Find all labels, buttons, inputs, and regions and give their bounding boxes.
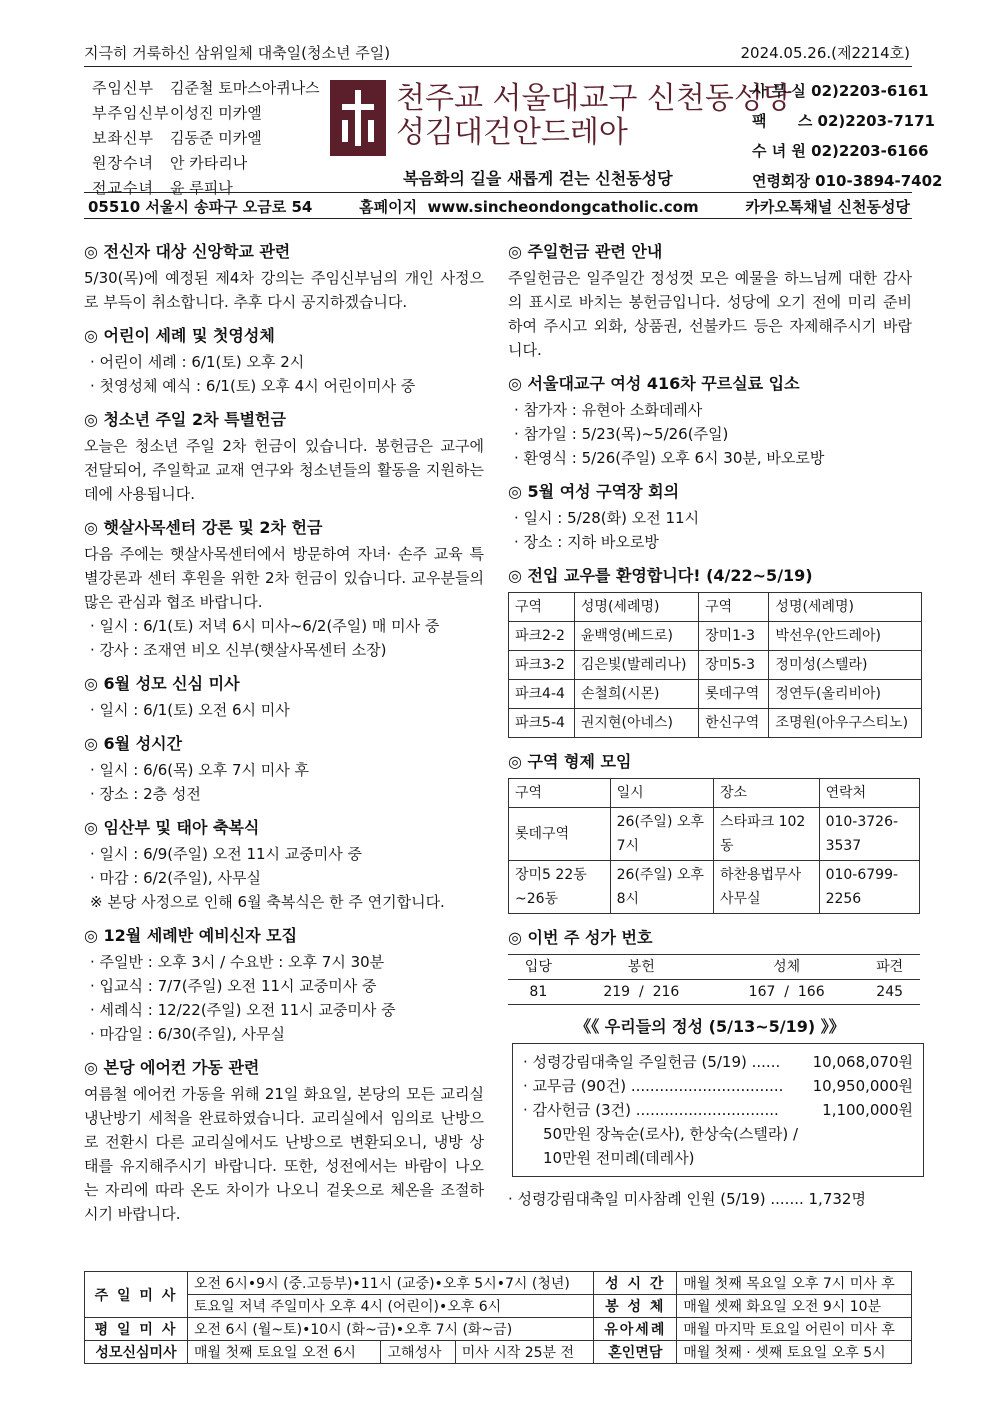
table-header-row: 입당 봉헌 성체 파견 [508, 955, 920, 980]
notice-title: ◎ 구역 형제 모임 [508, 752, 632, 771]
table-row: 파크4-4 손철희(시몬) 롯데구역 정연두(올리비아) [509, 680, 922, 709]
notice [508, 564, 912, 738]
notice-title: ◎ 본당 에어컨 가동 관련 [84, 1058, 260, 1077]
notice: ◎ 본당 에어컨 가동 관련 여름철 에어컨 가동을 위해 21일 화요일, 본당의 모든 교리실 냉난방기 세척을 완료하였습니다. 교리실에서 임의로 난방으로 전환시 다른 교리실에서도 난방으로 변환되오니, 냉방 상태를 유지해주시기 바랍니다. 또한, 성전에서는 바람이 나오는 자리에 따라 온도 차이가 나오니 겉옷으로 체온을 조절하시기 바랍니다. [84, 1058, 484, 1223]
table-row: 파크5-4 권지현(아네스) 한신구역 조명원(아우구스티노) [509, 709, 922, 738]
notice: ◎ 임산부 및 태아 축복식 · 일시 : 6/9(주일) 오전 11시 교중미사 중 · 마감 : 6/2(주일), 사무실 ※ 본당 사정으로 인해 6월 축복식은 한 주 연기합니다. [84, 816, 484, 914]
notice: ◎ 6월 성모 신심 미사 · 일시 : 6/1(토) 오전 6시 미사 [84, 672, 484, 722]
attendance: · 성령강림대축일 미사참례 인원 (5/19) ....... 1,732명 [508, 1190, 866, 1208]
notice-title: ◎ 청소년 주일 2차 특별헌금 [84, 410, 286, 429]
notice-text: 5/30(목)에 예정된 제4차 강의는 주임신부님의 개인 사정으로 부득이 취소합니다. 추후 다시 공지하겠습니다. [84, 269, 484, 311]
table-row: 토요일 저녁 주일미사 오후 4시 (어린이)•오후 6시 봉 성 체 매월 셋째 화요일 오전 9시 10분 [85, 1295, 912, 1318]
notice: ◎ 12월 세례반 예비신자 모집 · 주일반 : 오후 3시 / 수요반 : 오후 7시 30분 · 입교식 : 7/7(주일) 오전 11시 교중미사 중 · 세례식 : 12/22(주일) 오전 11시 교중미사 중 · 마감일 : 6/30(주일), 사무실 [84, 924, 484, 1046]
mass-schedule [84, 1271, 912, 1364]
notice-title: ◎ 전입 교우를 환영합니다! (4/22~5/19) [508, 566, 813, 585]
table-row: 평 일 미 사 오전 6시 (월~토)•10시 (화~금)•오후 7시 (화~금) 유아세례 매월 마지막 토요일 어린이 미사 후 [85, 1318, 912, 1341]
notice-title: ◎ 12월 세례반 예비신자 모집 [84, 926, 298, 945]
issue-line [84, 42, 910, 63]
divider [84, 66, 912, 67]
offering-title: 《《 우리들의 정성 (5/13~5/19) 》》 [575, 1017, 845, 1036]
parish-name: 천주교 서울대교구 신천동성당 성김대건안드레아 [396, 81, 792, 150]
notice: ◎ 햇살사목센터 강론 및 2차 헌금 다음 주에는 햇살사목센터에서 방문하여 자녀· 손주 교육 특별강론과 센터 후원을 위한 2차 헌금이 있습니다. 교우분들의 많은 관심과 협조 바랍니다. · 일시 : 6/1(토) 저녁 6시 미사~6/2(주일) 매 미사 중 · 강사 : 조재연 비오 신부(햇살사목센터 소장) [84, 518, 484, 659]
parish-logo [330, 80, 386, 156]
notice-title: ◎ 임산부 및 태아 축복식 [84, 818, 260, 837]
table-header-row: 구역 일시 장소 연락처 [509, 779, 920, 808]
table-row: 롯데구역 26(주일) 오후 7시 스타파크 102동 010-3726-3537 [509, 808, 920, 861]
notice [508, 750, 912, 914]
notice: ◎ 서울대교구 여성 416차 꾸르실료 입소 · 참가자 : 유현아 소화데레사 · 참가일 : 5/23(목)~5/26(주일) · 환영식 : 5/26(주일) 오후 6시 30분, 바오로방 [508, 372, 912, 470]
feast-title: 지극히 거룩하신 삼위일체 대축일(청소년 주일) [84, 44, 391, 62]
notice: ◎ 주일헌금 관련 안내 주일헌금은 일주일간 정성껏 모은 예물을 하느님께 대한 감사의 표시로 바치는 봉헌금입니다. 성당에 오기 전에 미리 준비하여 주시고 외화, 상품권, 선불카드 등은 자제해주시기 바랍니다. [508, 242, 912, 359]
welcome-table [508, 592, 922, 738]
notice-title: ◎ 5월 여성 구역장 회의 [508, 482, 680, 501]
notice [84, 240, 484, 314]
address: 05510 서울시 송파구 오금로 54 [88, 198, 313, 216]
notice: ◎ 5월 여성 구역장 회의 · 일시 : 5/28(화) 오전 11시 · 장소 : 지하 바오로방 [508, 480, 912, 554]
left-column [84, 236, 484, 1236]
notice-title: ◎ 이번 주 성가 번호 [508, 928, 653, 947]
table-row: 장미5 22동~26동 26(주일) 오후 8시 하찬용법무사사무실 010-6799-2256 [509, 861, 920, 914]
table-row: 성모신심미사 매월 첫째 토요일 오전 6시 고해성사 미사 시작 25분 전 혼인면담 매월 첫째 · 셋째 토요일 오후 5시 [85, 1341, 912, 1364]
notice-title: ◎ 6월 성시간 [84, 734, 183, 753]
kakao-channel: 카카오톡채널 신천동성당 [745, 198, 910, 216]
table-row: 주 일 미 사 오전 6시•9시 (중.고등부)•11시 (교중)•오후 5시•7시 (청년) 성 시 간 매월 첫째 목요일 오후 7시 미사 후 [85, 1272, 912, 1295]
notice: ◎ 청소년 주일 2차 특별헌금 오늘은 청소년 주일 2차 헌금이 있습니다. 봉헌금은 교구에 전달되어, 주일학교 교재 연구와 청소년들의 활동을 지원하는 데에 사용됩니다. [84, 410, 484, 503]
issue-date: 2024.05.26.(제2214호) [740, 44, 910, 62]
notice-title: ◎ 주일헌금 관련 안내 [508, 242, 663, 261]
divider [84, 192, 912, 193]
table-row: 파크2-2 윤백영(베드로) 장미1-3 박선우(안드레아) [509, 622, 922, 651]
right-column [508, 236, 912, 1211]
notice-title: ◎ 햇살사목센터 강론 및 2차 헌금 [84, 518, 323, 537]
cross-icon [336, 86, 380, 150]
slogan: 복음화의 길을 새롭게 걷는 신천동성당 [403, 169, 673, 188]
address-bar [88, 196, 910, 217]
notice-title: ◎ 서울대교구 여성 416차 꾸르실료 입소 [508, 374, 800, 393]
notice [508, 926, 912, 1005]
homepage-link[interactable]: 홈페이지 www.sincheondongcatholic.com [359, 198, 699, 216]
table-row: 81 219 / 216 167 / 166 245 [508, 980, 920, 1005]
notice-title: ◎ 어린이 세례 및 첫영성체 [84, 326, 275, 345]
notice-title: ◎ 전신자 대상 신앙학교 관련 [84, 242, 291, 261]
staff-list: 주임신부 김준철 토마스아퀴나스 부주임신부 이성진 미카엘 보좌신부 김동준 미카엘 원장수녀 안 카타리나 전교수녀 윤 루피나 [92, 79, 320, 197]
notice: ◎ 어린이 세례 및 첫영성체 · 어린이 세례 : 6/1(토) 오후 2시 · 첫영성체 예식 : 6/1(토) 오후 4시 어린이미사 중 [84, 324, 484, 398]
table-header-row: 구역 성명(세례명) 구역 성명(세례명) [509, 593, 922, 622]
contact-list: 사 무 실 02)2203-6161 팩 스 02)2203-7171 수 녀 원 02)2203-6166 연령회장 010-3894-7402 [752, 82, 943, 190]
divider [84, 218, 912, 219]
notice-title: ◎ 6월 성모 신심 미사 [84, 674, 240, 693]
hymn-table [508, 954, 920, 1005]
brothers-table [508, 778, 920, 914]
offering-box: · 성령강림대축일 주일헌금 (5/19) ...... 10,068,070원 · 교무금 (90건) ................................ 10,950,000원 · 감사헌금 (3건) .............................. 1,100,000원 50만원 장녹순(로사), 한상숙(스텔라) / 10만원 전미례(데레사) [512, 1043, 924, 1177]
notice: ◎ 6월 성시간 · 일시 : 6/6(목) 오후 7시 미사 후 · 장소 : 2층 성전 [84, 732, 484, 806]
table-row: 파크3-2 김은빛(발레리나) 장미5-3 정미성(스텔라) [509, 651, 922, 680]
